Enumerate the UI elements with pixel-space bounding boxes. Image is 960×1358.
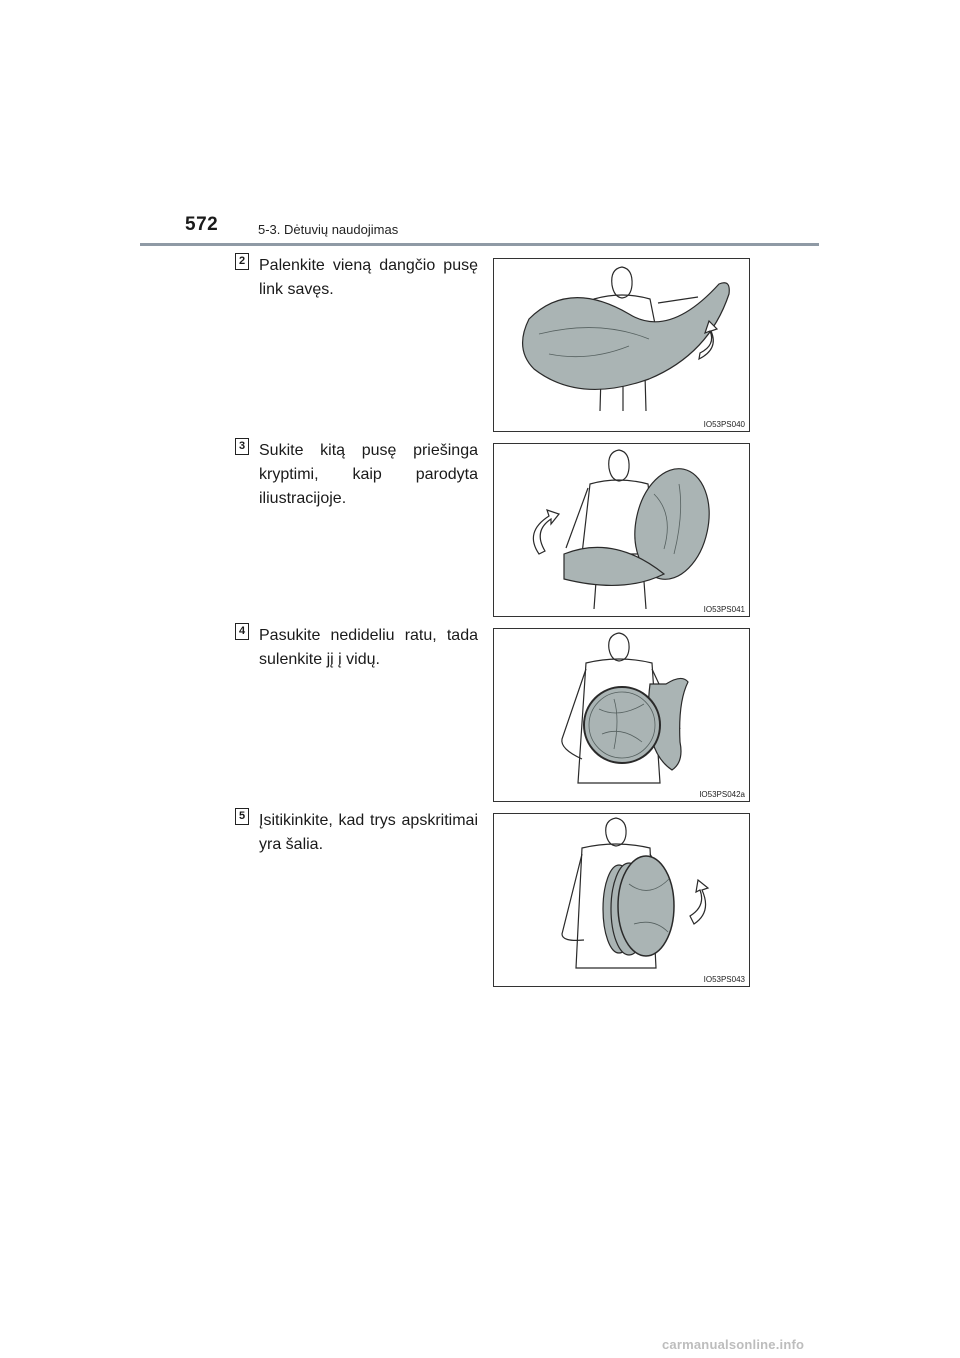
step-text: Įsitikinkite, kad trys apskritimai yra šalia. — [259, 812, 478, 853]
person-folding-cover-illustration — [494, 259, 751, 433]
three-circles-together-illustration — [494, 814, 751, 988]
step-text: Palenkite vieną dangčio pusę link savęs. — [259, 257, 478, 298]
step-number-badge: 4 — [235, 623, 249, 640]
figure-code: IO53PS042a — [699, 790, 745, 799]
figure-code: IO53PS043 — [703, 975, 745, 984]
figure-code: IO53PS041 — [703, 605, 745, 614]
step-illustration — [493, 258, 750, 432]
step-illustration — [493, 813, 750, 987]
person-twisting-cover-illustration — [494, 444, 751, 618]
watermark-text[interactable]: carmanualsonline.info — [662, 1337, 805, 1352]
step-text: Sukite kitą pusę priešinga kryptimi, kaip parodyta iliustracijoje. — [259, 442, 478, 507]
person-folding-circle-inward-illustration — [494, 629, 751, 803]
step-illustration — [493, 628, 750, 802]
step-number-badge: 2 — [235, 253, 249, 270]
figure-code: IO53PS040 — [703, 420, 745, 429]
header-rule — [140, 243, 819, 246]
step-number-badge: 3 — [235, 438, 249, 455]
section-title: 5-3. Dėtuvių naudojimas — [258, 222, 399, 237]
page-number: 572 — [185, 214, 219, 235]
step-text: Pasukite nedideliu ratu, tada sulenkite jį į vidų. — [259, 627, 478, 668]
step-illustration — [493, 443, 750, 617]
step-number-badge: 5 — [235, 808, 249, 825]
